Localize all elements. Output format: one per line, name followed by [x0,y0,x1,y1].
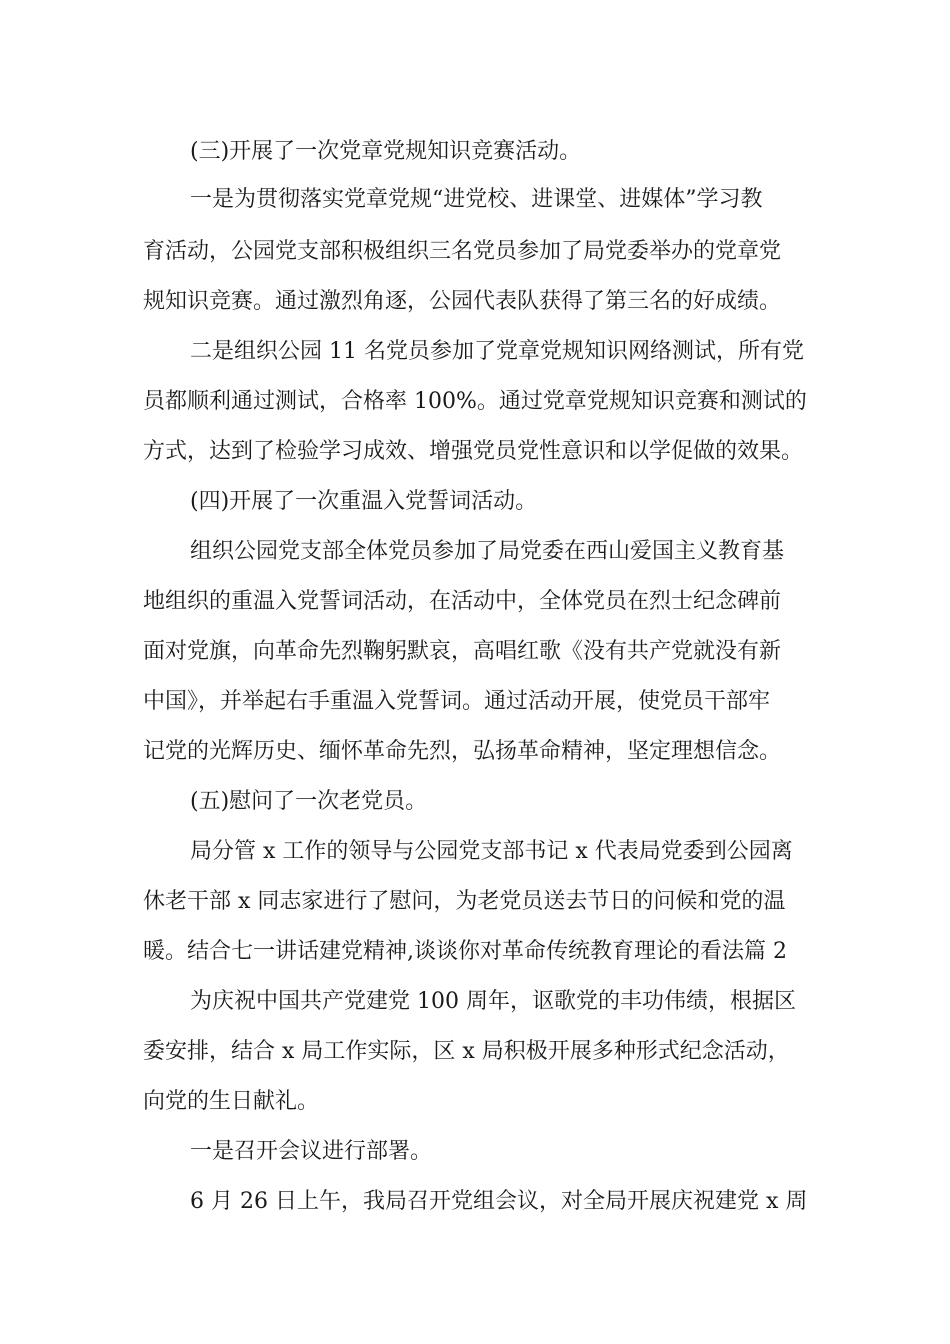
paragraph-line: 面对党旗，向革命先烈鞠躬默哀，高唱红歌《没有共产党就没有新 [143,639,782,664]
paragraph-line: 委安排，结合 x 局工作实际，区 x 局积极开展多种形式纪念活动， [143,1039,790,1064]
paragraph-line: 为庆祝中国共产党建党 100 周年，讴歌党的丰功伟绩，根据区 [190,989,796,1014]
paragraph-line: 暖。结合七一讲话建党精神,谈谈你对革命传统教育理论的看法篇 2 [143,939,787,964]
paragraph-line: 育活动，公园党支部积极组织三名党员参加了局党委举办的党章党 [143,239,782,264]
paragraph-line: 中国》，并举起右手重温入党誓词。通过活动开展，使党员干部牢 [143,689,771,714]
paragraph-line: 记党的光辉历史、缅怀革命先烈，弘扬革命精神，坚定理想信念。 [143,739,782,764]
paragraph-line: 6 月 26 日上午，我局召开党组会议，对全局开展庆祝建党 x 周 [190,1189,808,1214]
section-heading-4: (四)开展了一次重温入党誓词活动。 [190,489,538,514]
paragraph-line: 组织公园党支部全体党员参加了局党委在西山爱国主义教育基 [190,539,785,564]
paragraph-line: 规知识竞赛。通过激烈角逐，公园代表队获得了第三名的好成绩。 [143,289,782,314]
paragraph-line: 向党的生日献礼。 [143,1089,320,1114]
paragraph-line: 地组织的重温入党誓词活动，在活动中，全体党员在烈士纪念碑前 [143,589,782,614]
paragraph-line: 方式，达到了检验学习成效、增强党员党性意识和以学促做的效果。 [143,439,804,464]
paragraph-line: 员都顺利通过测试，合格率 100%。通过党章党规知识竞赛和测试的 [143,389,807,414]
paragraph-line: 休老干部 x 同志家进行了慰问，为老党员送去节日的问候和党的温 [143,889,786,914]
paragraph-line: 二是组织公园 11 名党员参加了党章党规知识网络测试，所有党 [190,339,804,364]
section-heading-5: (五)慰问了一次老党员。 [190,789,428,814]
paragraph-line: 局分管 x 工作的领导与公园党支部书记 x 代表局党委到公园离 [190,839,793,864]
paragraph-line: 一是召开会议进行部署。 [190,1139,433,1164]
paragraph-line: 一是为贯彻落实党章党规“进党校、进课堂、进媒体”学习教 [190,187,763,212]
section-heading-3: (三)开展了一次党章党规知识竞赛活动。 [190,139,582,164]
